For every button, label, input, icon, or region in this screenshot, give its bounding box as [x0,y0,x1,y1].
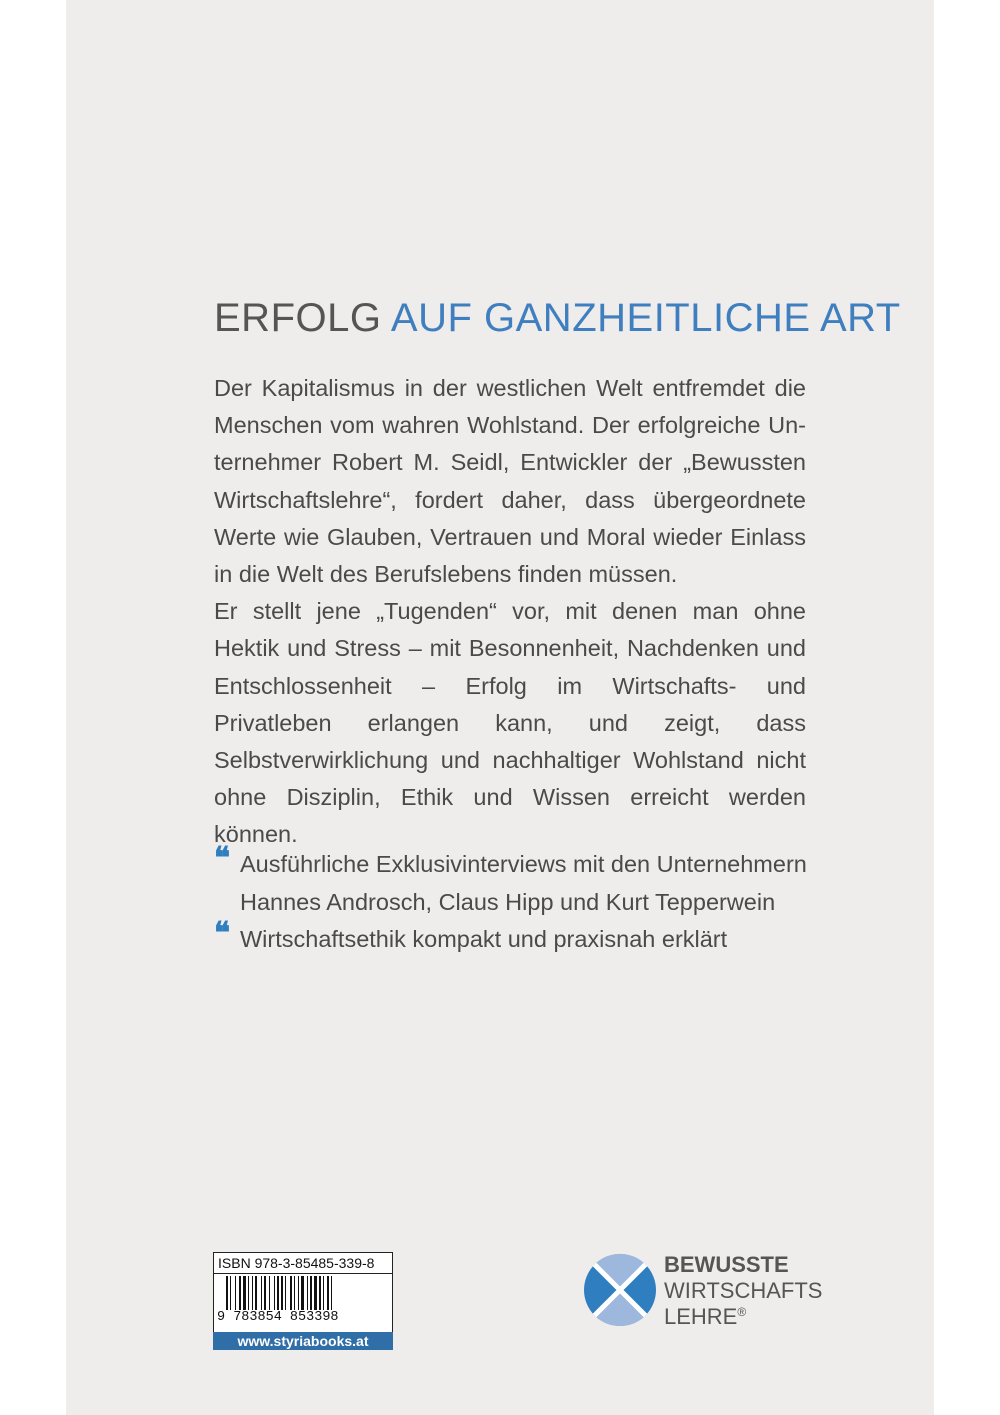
isbn-barcode-block [213,1252,393,1350]
description-paragraph-2: Er stellt jene „Tugenden“ vor, mit denen man ohne Hektik und Stress – mit Besonnenheit, Nachdenken und Entschlossenheit – Erfolg im Wirtschafts- und Privatleben erlangen kann, und zeigt, dass Selbstverwirklichung und nachhaltiger Wohlstand nicht ohne Disziplin, Ethik und Wissen erreicht werden können. [214,598,806,848]
highlight-text: Wirtschaftsethik kompakt und praxisnah erklärt [240,926,728,952]
headline-word-erfolg: ERFOLG [214,296,382,340]
highlight-text: Ausführliche Exklusivinterviews mit den Unternehmern Hannes Androsch, Claus Hipp und Kurt Tepperwein [240,851,807,915]
logo-text [664,1252,822,1330]
logo-line-2: WIRTSCHAFTS [664,1278,823,1303]
quote-icon: ❝ [214,916,231,951]
highlight-item [214,916,814,959]
highlight-item [214,841,814,921]
highlights-list [214,841,814,959]
barcode-digits: 9 783854 853398 [217,1310,391,1325]
logo-line-3-text: LEHRE [664,1304,738,1329]
headline-word-ganzheitliche-art: GANZHEITLICHE ART [484,296,901,340]
registered-mark: ® [737,1305,747,1319]
description-paragraph-1: Der Kapitalismus in der westlichen Welt entfremdet die Menschen vom wahren Wohlstand. Der erfolgreiche Unternehmer Robert M. Seidl, Entwickler der „Bewussten Wirtschaftslehre“, fordert daher, dass übergeordnete Werte wie Glauben, Vertrauen und Moral wieder Einlass in die Welt des Berufslebens finden müssen. [214,375,806,588]
bewusste-wirtschaftslehre-logo [582,1252,822,1332]
logo-line-1: BEWUSSTE [664,1252,789,1277]
publisher-url: www.styriabooks.at [213,1332,393,1350]
quote-icon: ❝ [214,841,231,876]
description [214,370,806,854]
logo-line-3 [664,1304,822,1330]
headline-word-auf: AUF [390,296,473,340]
headline [214,296,901,341]
logo-x-circle-icon [582,1252,658,1328]
barcode [213,1274,393,1332]
isbn-label: ISBN 978-3-85485-339-8 [213,1252,393,1274]
